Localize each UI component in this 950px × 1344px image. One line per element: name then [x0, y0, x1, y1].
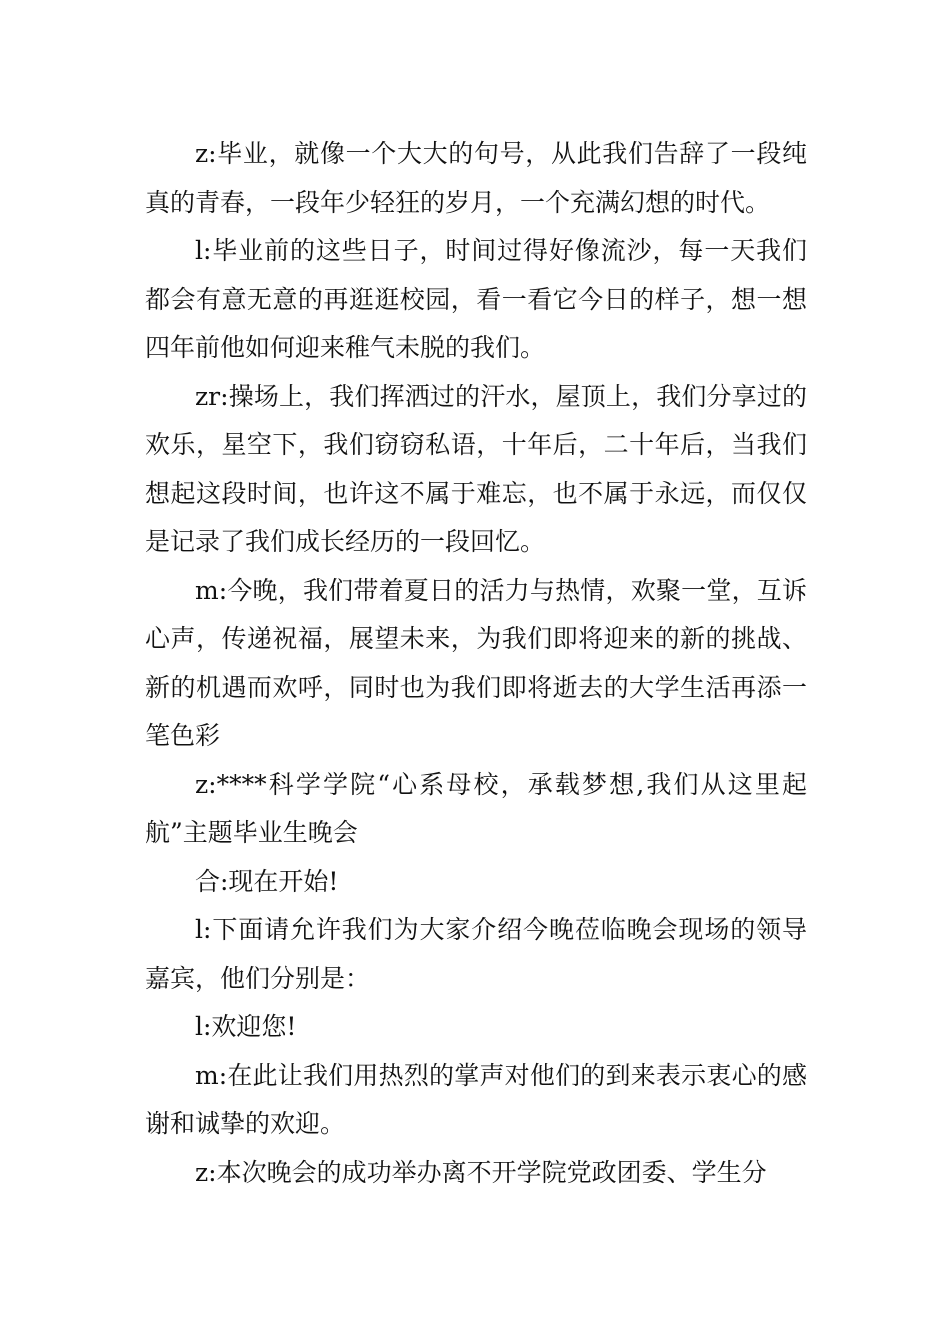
paragraph-applause: m:在此让我们用热烈的掌声对他们的到来表示衷心的感谢和诚挚的欢迎。: [145, 1060, 807, 1138]
paragraph-begin: 合:现在开始!: [195, 866, 339, 896]
paragraph-introduce-guests: l:下面请允许我们为大家介绍今晚莅临晚会现场的领导嘉宾，他们分别是：: [145, 915, 807, 993]
paragraph-days-before-graduation: l:毕业前的这些日子，时间过得好像流沙，每一天我们都会有意无意的再逛逛校园，看一看它今日的样子，想一想四年前他如何迎来稚气未脱的我们。: [145, 236, 807, 362]
paragraph-playground-memories: zr:操场上，我们挥洒过的汗水，屋顶上，我们分享过的欢乐，星空下，我们窃窃私语，十年后，二十年后，当我们想起这段时间，也许这不属于难忘，也不属于永远，而仅仅是记录了我们成长经历的一段回忆。: [145, 381, 807, 556]
paragraph-graduation-full-stop: z:毕业，就像一个大大的句号，从此我们告辞了一段纯真的青春，一段年少轻狂的岁月，一个充满幻想的时代。: [145, 139, 807, 217]
paragraph-event-title: z:****科学学院“心系母校，承载梦想,我们从这里起航”主题毕业生晚会: [145, 769, 807, 847]
document-body: [145, 130, 807, 1197]
paragraph-welcome: l:欢迎您!: [195, 1012, 297, 1041]
paragraph-tonight: m:今晚，我们带着夏日的活力与热情，欢聚一堂，互诉心声，传递祝福，展望未来，为我们即将迎来的新的挑战、新的机遇而欢呼，同时也为我们即将逝去的大学生活再添一笔色彩: [145, 575, 807, 750]
paragraph-thanks-organizers: z:本次晚会的成功举办离不开学院党政团委、学生分: [195, 1157, 767, 1187]
